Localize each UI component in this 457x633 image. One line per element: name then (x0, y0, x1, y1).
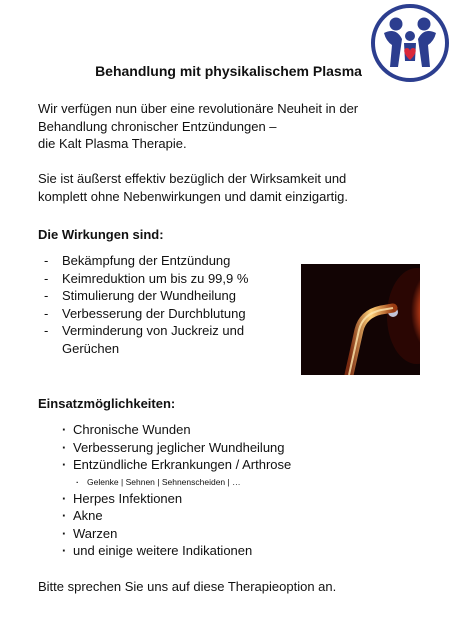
list-item: · Herpes Infektionen (62, 490, 291, 508)
list-item: · und einige weitere Indikationen (62, 542, 291, 560)
wirkungen-list (44, 252, 248, 357)
list-item: - Verbesserung der Durchblutung (44, 305, 248, 323)
list-item: · Verbesserung jeglicher Wundheilung (62, 439, 291, 457)
effect-line: komplett ohne Nebenwirkungen und damit einzigartig. (38, 188, 349, 204)
intro-paragraph (38, 100, 418, 153)
intro-line: Behandlung chronischer Entzündungen – (38, 118, 277, 134)
closing-text: Bitte sprechen Sie uns auf diese Therapieoption an. (38, 579, 337, 594)
list-item: · Akne (62, 507, 291, 525)
list-item: · Entzündliche Erkrankungen / Arthrose (62, 456, 291, 474)
wirkungen-heading: Die Wirkungen sind: (38, 227, 164, 242)
intro-line: die Kalt Plasma Therapie. (38, 136, 187, 151)
einsatz-heading: Einsatzmöglichkeiten: (38, 396, 176, 411)
list-item-continuation: Gerüchen (62, 340, 120, 356)
list-item: - Verminderung von Juckreiz und (44, 322, 248, 340)
effect-line: Sie ist äußerst effektiv bezüglich der Wirksamkeit und (38, 171, 347, 186)
einsatz-list (62, 421, 291, 560)
list-item: - Keimreduktion um bis zu 99,9 % (44, 270, 248, 288)
sub-list-item: · Gelenke | Sehnen | Sehnenscheiden | … (62, 474, 291, 490)
list-item: - Bekämpfung der Entzündung (44, 252, 248, 270)
page-title: Behandlung mit physikalischem Plasma (95, 63, 362, 79)
list-item: - Stimulierung der Wundheilung (44, 287, 248, 305)
list-item: · Warzen (62, 525, 291, 543)
effect-paragraph (38, 170, 418, 205)
intro-line: Wir verfügen nun über eine revolutionäre Neuheit in der (38, 101, 359, 116)
list-item: · Chronische Wunden (62, 421, 291, 439)
plasma-device-photo (301, 264, 420, 375)
